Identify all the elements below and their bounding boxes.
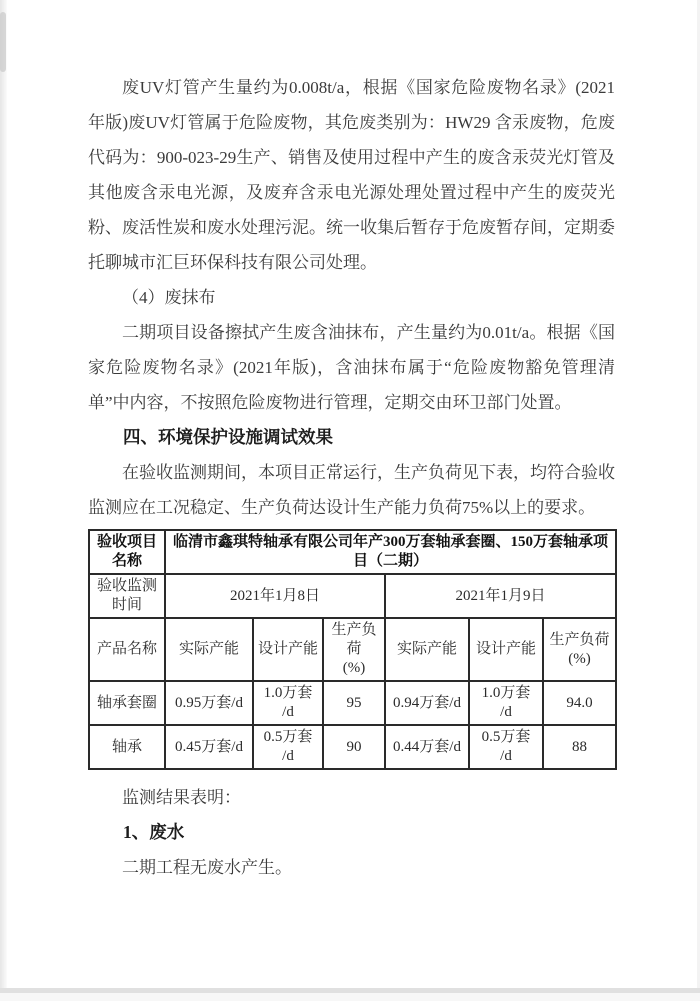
table-cell-load-1: 95	[323, 681, 385, 725]
table-cell-actual-1: 0.45万套/d	[165, 725, 253, 769]
table-header-cell-actual-2: 实际产能	[385, 618, 469, 681]
table-row-column-headers	[89, 618, 616, 681]
table-header-cell-design-2: 设计产能	[469, 618, 543, 681]
table-cell-load-1: 90	[323, 725, 385, 769]
paragraph-waste-rag: 二期项目设备擦拭产生废含油抹布，产生量约为0.01t/a。根据《国家危险废物名录》(2021年版)，含油抹布属于“危险废物豁免管理清单”中内容，不按照危险废物进行管理，定期交由环卫部门处置。	[88, 323, 615, 412]
table-cell-design-2	[469, 681, 543, 725]
table-cell-load-2: 88	[543, 725, 616, 769]
table-cell-actual-2: 0.44万套/d	[385, 725, 469, 769]
table-cell-design-2	[469, 725, 543, 769]
table-header-cell-load-1	[323, 618, 385, 681]
load-label: 生产负荷	[331, 622, 377, 657]
subsection-heading-wastewater: 1、废水	[123, 822, 185, 842]
table-row-dates	[89, 574, 616, 618]
document-page	[88, 70, 615, 885]
design-value: 1.0万套	[263, 685, 313, 701]
table-row-bearing-ring	[89, 681, 616, 725]
table-header-cell-load-2	[543, 618, 616, 681]
design-unit: /d	[282, 748, 294, 764]
table-cell-design-1	[253, 725, 323, 769]
table-cell-product: 轴承	[89, 725, 165, 769]
load-unit: (%)	[342, 660, 366, 676]
paragraph-results-intro: 监测结果表明：	[122, 788, 241, 807]
paragraph-uv-lamp-waste: 废UV灯管产生量约为0.008t/a，根据《国家危险废物名录》(2021年版)废UV灯管属于危险废物，其危废类别为：HW29 含汞废物，危废代码为：900-023-29生产、销售及使用过程中产生的废含汞荧光灯管及其他废含汞电光源，及废弃含汞电光源处理处置过程中产生的废荧光粉、废活性炭和废水处理污泥。统一收集后暂存于危废暂存间，定期委托聊城市汇巨环保科技有限公司处理。	[88, 78, 615, 272]
scan-artifact-left-edge	[0, 0, 7, 995]
paragraph-wastewater: 二期工程无废水产生。	[122, 858, 292, 877]
scan-artifact-bottom-margin	[0, 993, 700, 1001]
table-header-cell-product: 产品名称	[89, 618, 165, 681]
table-cell-design-1	[253, 681, 323, 725]
table-header-cell-design-1: 设计产能	[253, 618, 323, 681]
table-cell-product: 轴承套圈	[89, 681, 165, 725]
table-header-cell-project-label: 验收项目名称	[89, 530, 165, 574]
table-header-cell-actual-1: 实际产能	[165, 618, 253, 681]
design-unit: /d	[500, 748, 512, 764]
table-cell-load-2: 94.0	[543, 681, 616, 725]
design-value: 0.5万套	[481, 729, 531, 745]
paragraph-monitoring-load: 在验收监测期间，本项目正常运行，生产负荷见下表，均符合验收监测应在工况稳定、生产负荷达设计生产能力负荷75%以上的要求。	[88, 463, 615, 517]
item-heading-waste-rag: （4）废抹布	[122, 288, 216, 307]
design-value: 1.0万套	[481, 685, 531, 701]
table-cell-date-2: 2021年1月9日	[385, 574, 616, 618]
table-row-bearing	[89, 725, 616, 769]
table-cell-project-name: 临清市鑫琪特轴承有限公司年产300万套轴承套圈、150万套轴承项目（二期）	[165, 530, 616, 574]
table-header-cell-time-label: 验收监测时间	[89, 574, 165, 618]
table-cell-date-1: 2021年1月8日	[165, 574, 385, 618]
table-cell-actual-1: 0.95万套/d	[165, 681, 253, 725]
scan-artifact-smudge	[0, 12, 6, 72]
design-value: 0.5万套	[263, 729, 313, 745]
design-unit: /d	[282, 704, 294, 720]
design-unit: /d	[500, 704, 512, 720]
load-label: 生产负荷	[549, 631, 610, 648]
table-cell-actual-2: 0.94万套/d	[385, 681, 469, 725]
production-load-table	[88, 529, 617, 770]
section-heading-environmental-effect: 四、环境保护设施调试效果	[123, 427, 333, 447]
table-row-project	[89, 530, 616, 574]
load-unit: (%)	[568, 650, 591, 667]
